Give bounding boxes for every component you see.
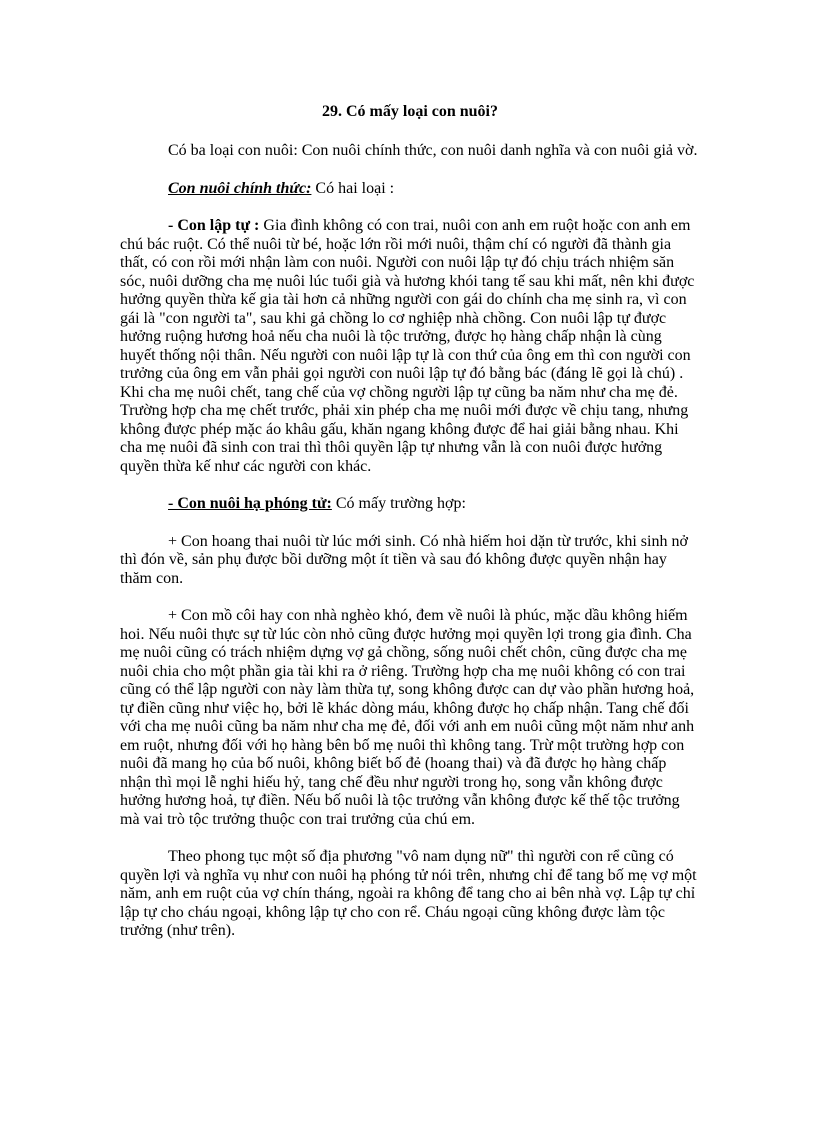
- paragraph-spacer: [120, 161, 700, 180]
- intro-paragraph: Có ba loại con nuôi: Con nuôi chính thức, con nuôi danh nghĩa và con nuôi giả vờ.: [168, 142, 698, 159]
- paragraph-spacer: [120, 514, 700, 533]
- section-heading-official: Con nuôi chính thức:: [168, 179, 312, 197]
- paragraph-spacer: [120, 198, 700, 217]
- item-ha-phong-tu-paragraph: [120, 495, 700, 514]
- case-mo-coi-paragraph: + Con mồ côi hay con nhà nghèo khó, đem về nuôi là phúc, mặc dầu không hiếm hoi. Nếu nuôi thực sự từ lúc còn nhỏ cũng được hưởng mọi quyền lợi trong gia đình. Cha mẹ nuôi cũng có trách nhiệm dựng vợ gả chồng, sống nuôi chết chôn, cũng được cha mẹ nuôi chia cho một phần gia tài khi ra ở riêng. Trường hợp cha mẹ nuôi không có con trai cũng có thể lập người con này làm thừa tự, song không được can dự vào phần hương hoả, tự điền cũng như việc họ, bởi lẽ khác dòng máu, không được họ chấp nhận. Tang chế đối với cha mẹ nuôi cũng ba năm như cha mẹ đẻ, đối với anh em nuôi cũng một năm như anh em ruột, nhưng đối với họ hàng bên bố mẹ nuôi thì không tang. Trừ một trường hợp con nuôi đã mang họ của bố nuôi, không biết bố đẻ (hoang thai) và đã được họ hàng chấp nhận thì mọi lễ nghi hiếu hỷ, tang chế đều như người trong họ, song vẫn không được hưởng hương hoả, tự điền. Nếu bố nuôi là tộc trưởng vẫn không được kế thế tộc trưởng mà vai trò tộc trưởng thuộc con trai trưởng của chú em.: [120, 607, 695, 828]
- section-heading-paragraph: [120, 180, 700, 199]
- item-ha-phong-tu-label: - Con nuôi hạ phóng tử:: [168, 495, 332, 512]
- item-lap-tu-paragraph: [120, 217, 700, 476]
- document-body: [120, 103, 700, 941]
- paragraph-spacer: [120, 829, 700, 848]
- closing-paragraph: Theo phong tục một số địa phương "vô nam dụng nữ" thì người con rể cũng có quyền lợi và nghĩa vụ như con nuôi hạ phóng tử nói trên, nhưng chỉ để tang bố mẹ vợ một năm, anh em ruột của vợ chín tháng, ngoài ra không để tang cho ai bên nhà vợ. Lập tự chỉ lập tự cho cháu ngoại, không lập tự cho con rể. Cháu ngoại cũng không được làm tộc trưởng (như trên).: [120, 848, 697, 939]
- question-title: 29. Có mấy loại con nuôi?: [321, 103, 498, 120]
- item-lap-tu-label: - Con lập tự :: [168, 217, 260, 234]
- paragraph-spacer: [120, 476, 700, 495]
- item-lap-tu-text: Gia đình không có con trai, nuôi con anh em ruột hoặc con anh em chú bác ruột. Có thể nuôi từ bé, hoặc lớn rồi mới nuôi, thậm chí có người đã thành gia thất, có con rồi mới nhận làm con nuôi. Người con nuôi lập tự đó chịu trách nhiệm săn sóc, nuôi dưỡng cha mẹ nuôi lúc tuổi già và hương khói tang tế sau khi mất, nên khi được hưởng quyền thừa kế gia tài hơn cả những người con gái do chính cha mẹ sinh ra, vì con gái là "con người ta", sau khi gả chồng lo cơ nghiệp nhà chồng. Con nuôi lập tự được hưởng ruộng hương hoả nếu cha nuôi là tộc trưởng, được họ hàng chấp nhận là cùng huyết thống nội thân. Nếu người con nuôi lập tự là con thứ của ông em thì con người con trưởng của ông em vẫn phải gọi người con nuôi lập tự đó bằng bác (đáng lẽ gọi là chú) . Khi cha mẹ nuôi chết, tang chế của vợ chồng người lập tự cũng ba năm như cha mẹ đẻ. Trường hợp cha mẹ chết trước, phải xin phép cha mẹ nuôi mới được về chịu tang, nhưng không được phép mặc áo khâu gấu, khăn ngang không được để hai giải bằng nhau. Khi cha mẹ nuôi đã sinh con trai thì thôi quyền lập tự nhưng vẫn là con nuôi được hưởng quyền thừa kế như các người con khác.: [120, 217, 695, 475]
- case-hoang-thai-paragraph: + Con hoang thai nuôi từ lúc mới sinh. Có nhà hiếm hoi dặn từ trước, khi sinh nở thì đón về, sản phụ được bồi dưỡng một ít tiền và sau đó không được quyền nhận hay thăm con.: [120, 532, 688, 587]
- paragraph-spacer: [120, 588, 700, 607]
- section-heading-rest: Có hai loại :: [311, 179, 395, 197]
- item-ha-phong-tu-text: Có mấy trường hợp:: [331, 495, 466, 512]
